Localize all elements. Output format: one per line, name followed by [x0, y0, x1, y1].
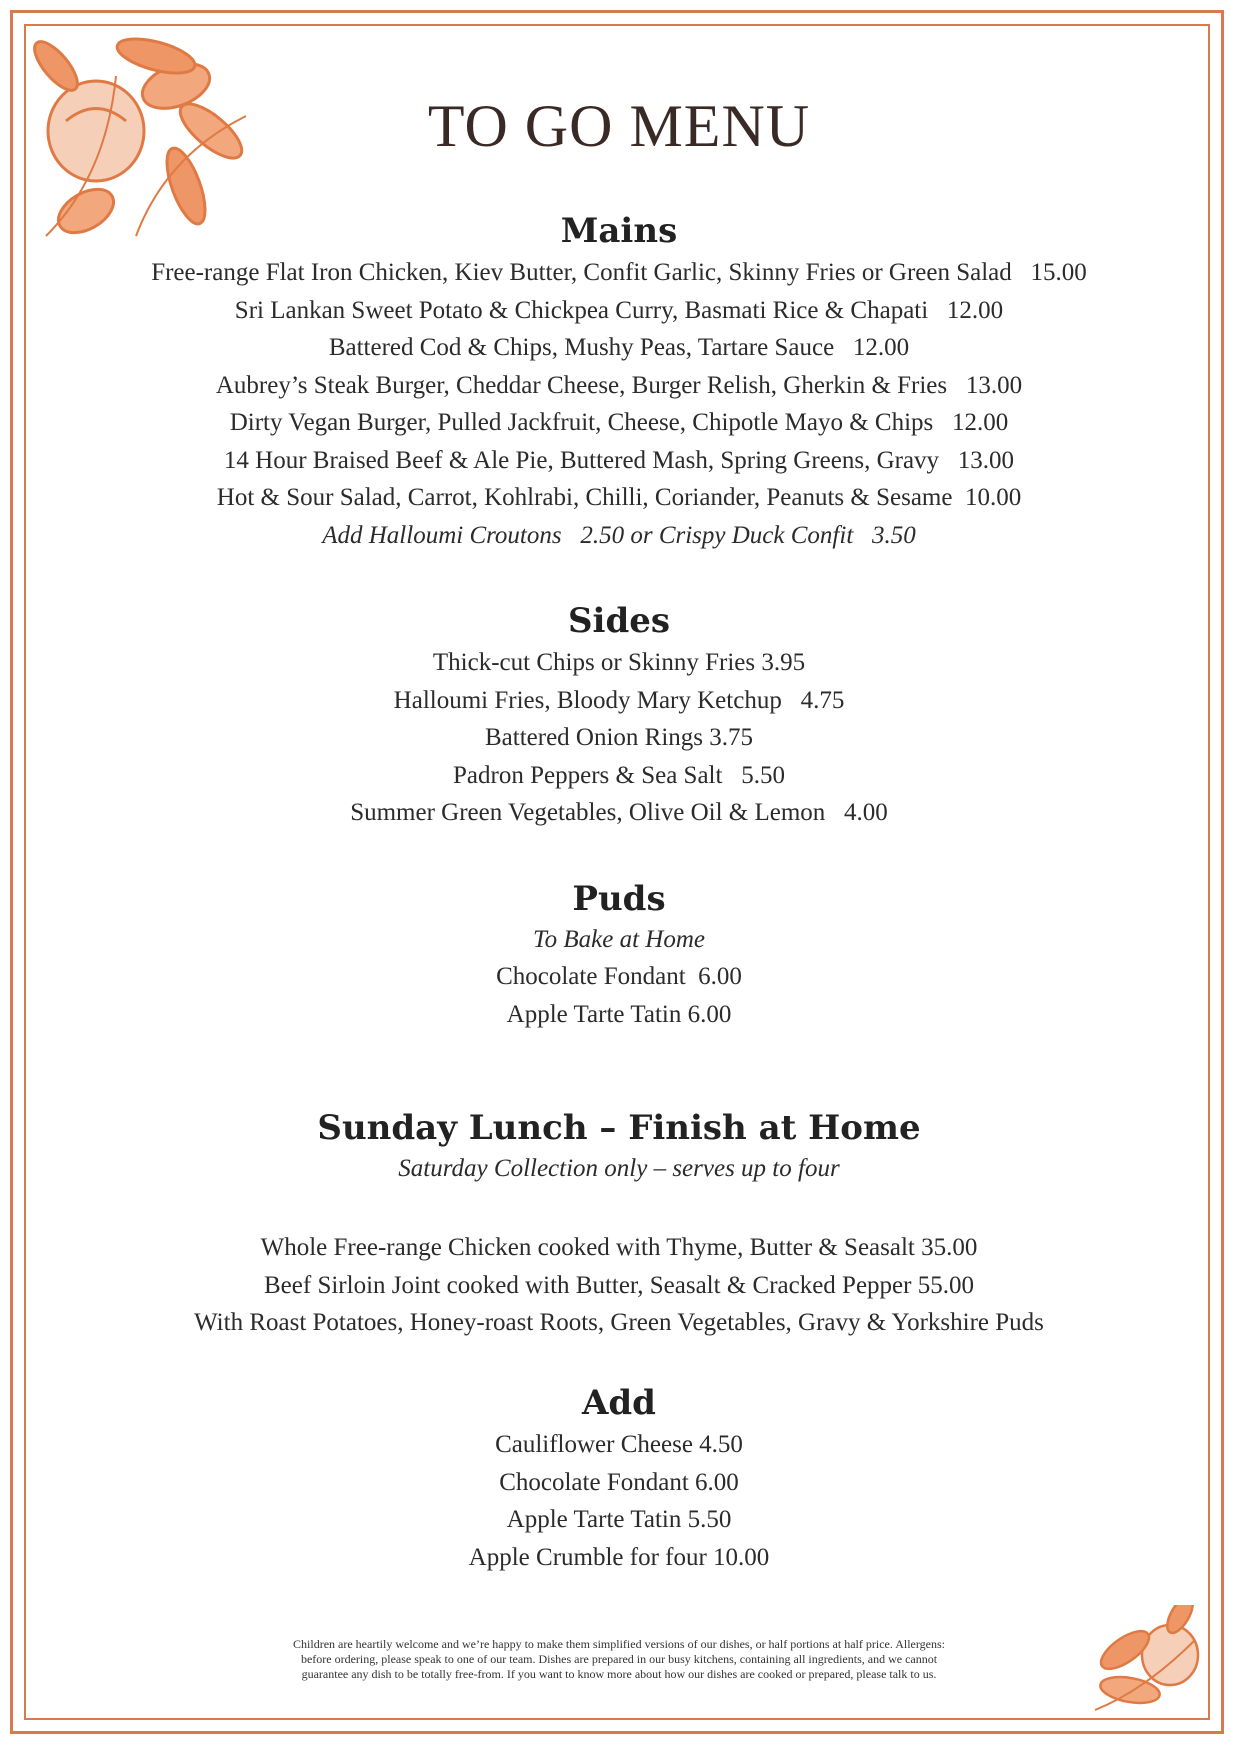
footer-line: before ordering, please speak to one of our team. Dishes are prepared in our busy kitchens, containing all ingredients, and we cannot [300, 1652, 938, 1666]
puds-section [40, 876, 1198, 1033]
menu-item: Summer Green Vegetables, Olive Oil & Lemon 4.00 [350, 799, 888, 826]
sides-section [40, 598, 1198, 832]
add-heading: Add [582, 1383, 656, 1423]
menu-item: Battered Onion Rings 3.75 [484, 724, 754, 751]
menu-item: Apple Tarte Tatin 6.00 [506, 1000, 732, 1028]
menu-item: With Roast Potatoes, Honey-roast Roots, Green Vegetables, Gravy & Yorkshire Puds [194, 1309, 1044, 1336]
menu-item: Dirty Vegan Burger, Pulled Jackfruit, Cheese, Chipotle Mayo & Chips 12.00 [229, 409, 1009, 436]
mains-heading: Mains [560, 211, 678, 251]
puds-subtitle: To Bake at Home [533, 926, 705, 953]
mains-extras: Add Halloumi Croutons 2.50 or Crispy Duck Confit 3.50 [322, 521, 916, 549]
sunday-lunch-subtitle: Saturday Collection only – serves up to four [398, 1155, 840, 1182]
menu-item: Thick-cut Chips or Skinny Fries 3.95 [432, 649, 806, 676]
menu-item: Battered Cod & Chips, Mushy Peas, Tartare Sauce 12.00 [328, 334, 910, 361]
menu-item: Apple Tarte Tatin 5.50 [506, 1506, 732, 1533]
sunday-lunch-section [40, 1105, 1198, 1342]
menu-item: Hot & Sour Salad, Carrot, Kohlrabi, Chilli, Coriander, Peanuts & Sesame 10.00 [216, 484, 1022, 511]
menu-item: Chocolate Fondant 6.00 [499, 1468, 739, 1496]
menu-item: Padron Peppers & Sea Salt 5.50 [453, 761, 785, 789]
allergen-note [160, 1637, 1078, 1682]
menu-item: Whole Free-range Chicken cooked with Thyme, Butter & Seasalt 35.00 [260, 1234, 978, 1261]
puds-heading: Puds [572, 879, 666, 919]
add-section [40, 1380, 1198, 1576]
footer-line: guarantee any dish to be totally free-from. If you want to know more about how our dishes are cooked or prepared, please talk to us. [301, 1667, 937, 1681]
menu-item: Chocolate Fondant 6.00 [496, 963, 742, 990]
sides-heading: Sides [567, 601, 671, 641]
leaf-ornament-icon [1085, 1605, 1205, 1717]
menu-item: Aubrey’s Steak Burger, Cheddar Cheese, Burger Relish, Gherkin & Fries 13.00 [215, 371, 1023, 399]
menu-item: Halloumi Fries, Bloody Mary Ketchup 4.75 [393, 686, 845, 714]
footer-line: Children are heartily welcome and we’re happy to make them simplified versions of our dishes, or half portions at half price. Allergens: [293, 1637, 945, 1651]
sunday-lunch-heading: Sunday Lunch – Finish at Home [317, 1108, 921, 1148]
menu-item: Beef Sirloin Joint cooked with Butter, Seasalt & Cracked Pepper 55.00 [264, 1271, 974, 1299]
menu-item: Sri Lankan Sweet Potato & Chickpea Curry, Basmati Rice & Chapati 12.00 [234, 296, 1004, 324]
menu-item: Apple Crumble for four 10.00 [468, 1543, 770, 1571]
menu-item: Free-range Flat Iron Chicken, Kiev Butter, Confit Garlic, Skinny Fries or Green Salad 15.00 [151, 259, 1087, 286]
page-title: TO GO MENU [427, 93, 811, 159]
menu-item: 14 Hour Braised Beef & Ale Pie, Buttered Mash, Spring Greens, Gravy 13.00 [223, 446, 1015, 474]
mains-section [40, 208, 1198, 554]
menu-item: Cauliflower Cheese 4.50 [495, 1431, 743, 1458]
